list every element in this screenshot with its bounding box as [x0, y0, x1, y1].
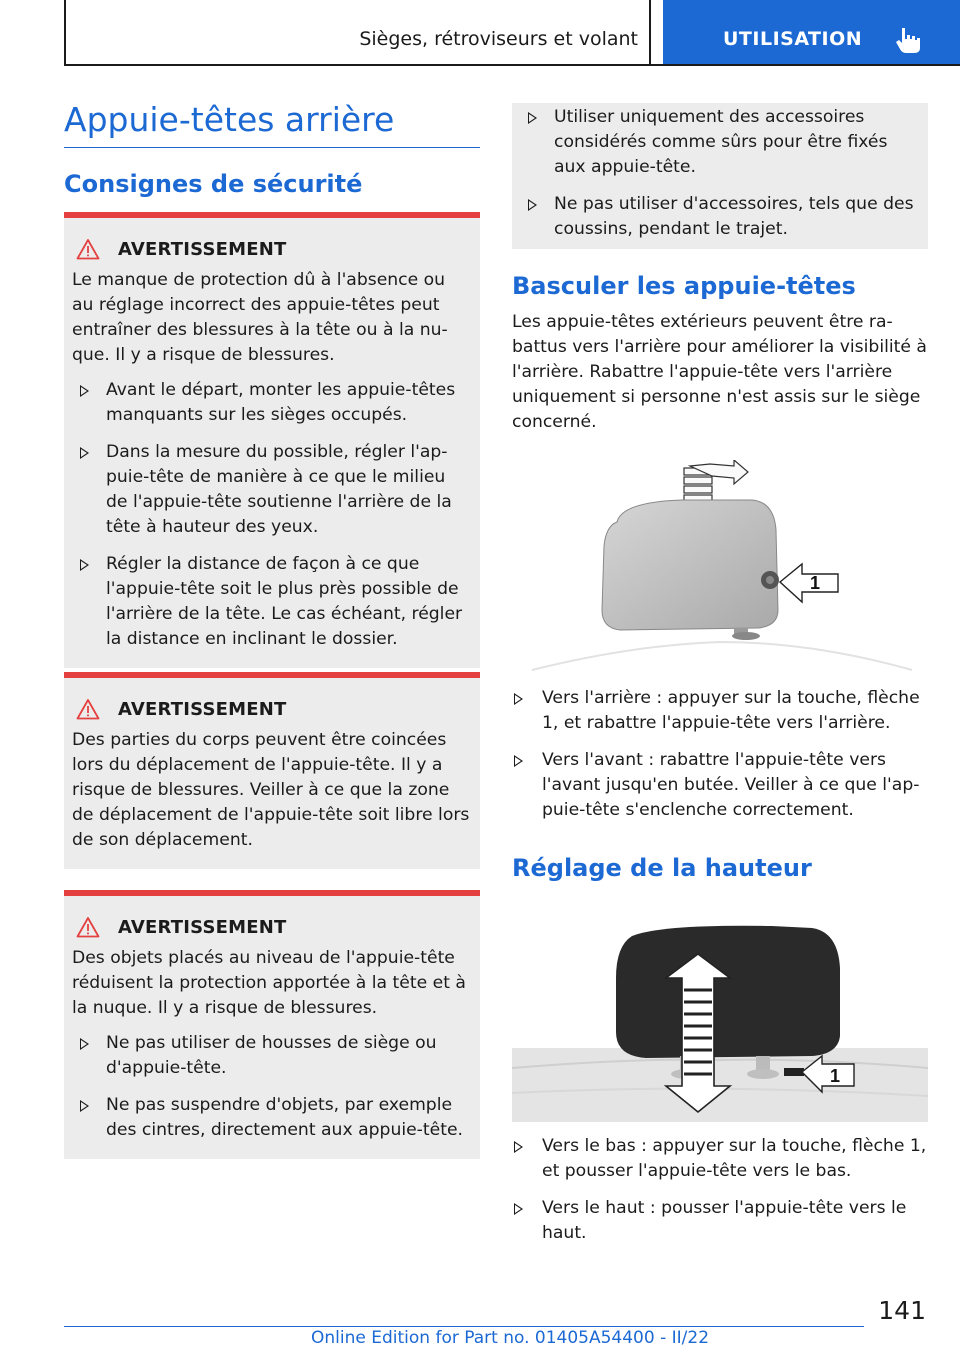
list-item: Vers le haut : pousser l'appuie-tête vers le haut. — [512, 1196, 928, 1246]
triangle-bullet-icon — [80, 447, 89, 459]
height-steps-list — [512, 1134, 928, 1258]
footer-edition: Online Edition for Part no. 01405A54400 - II/22 — [311, 1328, 710, 1348]
warning-title: AVERTISSEMENT — [118, 238, 287, 260]
hand-pointer-icon — [895, 26, 921, 54]
section-title-tilt: Basculer les appuie-têtes — [512, 272, 856, 300]
figure-callout: 1 — [830, 1066, 841, 1086]
warning-title: AVERTISSEMENT — [118, 916, 287, 938]
list-item: Ne pas utiliser de housses de siège ou d'appuie-tête. — [72, 1031, 470, 1081]
triangle-bullet-icon — [528, 199, 537, 211]
list-item: Vers le bas : appuyer sur la touche, flèche 1, et pousser l'appuie-tête vers le bas. — [512, 1134, 928, 1184]
warning-box — [64, 890, 480, 1159]
warning-box — [64, 212, 480, 668]
accessories-box — [512, 103, 928, 249]
triangle-bullet-icon — [528, 112, 537, 124]
warning-box — [64, 672, 480, 869]
triangle-bullet-icon — [80, 1038, 89, 1050]
triangle-bullet-icon — [80, 559, 89, 571]
triangle-bullet-icon — [514, 1203, 523, 1215]
warning-title: AVERTISSEMENT — [118, 698, 287, 720]
list-item: Utiliser uniquement des accessoires considérés comme sûrs pour être fixés aux appuie-tête. — [520, 105, 918, 180]
header-chapter-tab[interactable] — [663, 0, 960, 64]
page-title: Appuie-têtes arrière — [64, 100, 395, 139]
tilt-description: Les appuie-têtes extérieurs peuvent être ra-battus vers l'arrière pour améliorer la visibilité à l'arrière. Rabattre l'appuie-tête vers l'arrière uniquement si personne n'est assis sur le siège concerné. — [512, 312, 927, 432]
list-item: Avant le départ, monter les appuie-têtes manquants sur les sièges occupés. — [72, 378, 470, 428]
list-item: Vers l'avant : rabattre l'appuie-tête vers l'avant jusqu'en butée. Veiller à ce que l'ap-puie-tête s'enclenche correctement. — [512, 748, 928, 823]
page-number: 141 — [878, 1296, 926, 1325]
figure-callout: 1 — [810, 573, 821, 593]
header-chapter-label: UTILISATION — [723, 28, 863, 50]
section-title-safety: Consignes de sécurité — [64, 170, 363, 198]
headrest-height-figure — [512, 918, 928, 1122]
warning-triangle-icon — [76, 916, 100, 938]
list-item: Ne pas suspendre d'objets, par exemple des cintres, directement aux appuie-tête. — [72, 1093, 470, 1143]
header-left-border — [64, 0, 66, 66]
triangle-bullet-icon — [80, 385, 89, 397]
header-section-title: Sièges, rétroviseurs et volant — [359, 28, 638, 50]
warning-triangle-icon — [76, 698, 100, 720]
headrest-tilt-figure — [512, 460, 928, 674]
tilt-steps-list — [512, 686, 928, 835]
header-rule — [64, 64, 960, 66]
list-item: Dans la mesure du possible, régler l'ap-puie-tête de manière à ce que le milieu de l'appuie-tête soutienne l'arrière de la tête à hauteur des yeux. — [72, 440, 470, 540]
warning-text: Des objets placés au niveau de l'appuie-tête réduisent la protection apportée à la tête et à la nuque. Il y a risque de blessures. — [72, 948, 466, 1018]
title-divider — [64, 147, 480, 148]
triangle-bullet-icon — [514, 693, 523, 705]
header-separator — [649, 0, 651, 66]
list-item: Ne pas utiliser d'accessoires, tels que des coussins, pendant le trajet. — [520, 192, 918, 242]
section-title-height: Réglage de la hauteur — [512, 854, 812, 882]
warning-triangle-icon — [76, 238, 100, 260]
warning-text: Des parties du corps peuvent être coincées lors du déplacement de l'appuie-tête. Il y a risque de blessures. Veiller à ce que la zone de déplacement de l'appuie-tête soit libre lors de son déplacement. — [72, 730, 470, 850]
footer-rule — [64, 1326, 864, 1327]
warning-text: Le manque de protection dû à l'absence ou au réglage incorrect des appuie-têtes peut entraîner des blessures à la tête ou à la nu-que. Il y a risque de blessures. — [72, 270, 448, 365]
triangle-bullet-icon — [514, 755, 523, 767]
triangle-bullet-icon — [80, 1100, 89, 1112]
list-item: Vers l'arrière : appuyer sur la touche, flèche 1, et rabattre l'appuie-tête vers l'arrière. — [512, 686, 928, 736]
triangle-bullet-icon — [514, 1141, 523, 1153]
list-item: Régler la distance de façon à ce que l'appuie-tête soit le plus près possible de l'arrière de la tête. Le cas échéant, régler la distance en inclinant le dossier. — [72, 552, 470, 652]
